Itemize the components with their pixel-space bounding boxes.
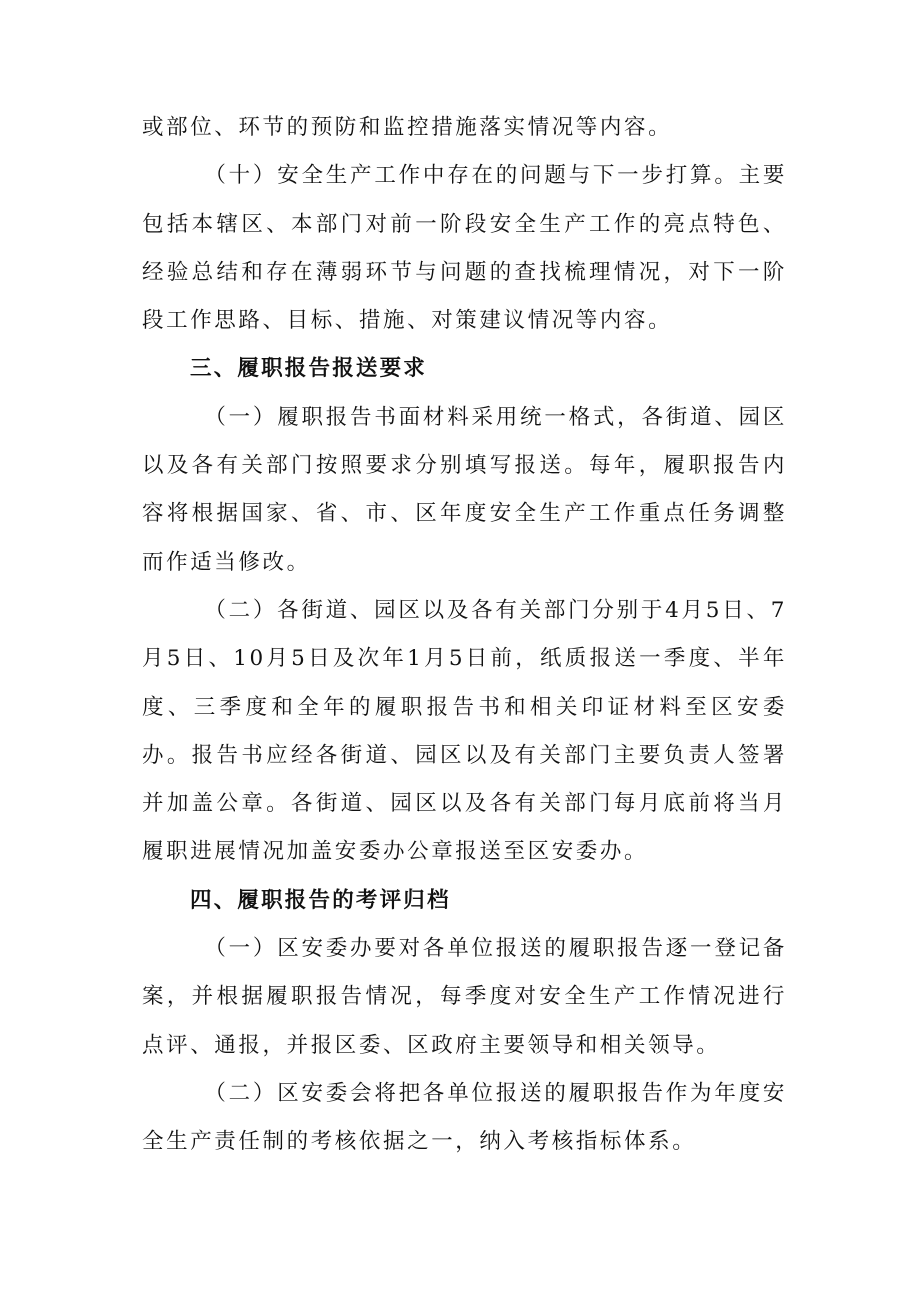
body-paragraph-continuation: 或部位、环节的预防和监控措施落实情况等内容。 <box>142 115 673 140</box>
body-paragraph-item-10: （十）安全生产工作中存在的问题与下一步打算。主要包括本辖区、本部门对前一阶段安全生产工作的亮点特色、经验总结和存在薄弱环节与问题的查找梳理情况，对下一阶段工作思路、目标、措施、对策建议情况等内容。 <box>142 163 787 334</box>
document-page <box>142 104 787 1167</box>
body-paragraph-3-2: （二）各街道、园区以及各有关部门分别于4月5日、7月5日、10月5日及次年1月5日前，纸质报送一季度、半年度、三季度和全年的履职报告书和相关印证材料至区安委办。报告书应经各街道、园区以及有关部门主要负责人签署并加盖公章。各街道、园区以及各有关部门每月底前将当月履职进展情况加盖安委办公章报送至区安委办。 <box>142 597 787 865</box>
body-paragraph-4-1: （一）区安委办要对各单位报送的履职报告逐一登记备案，并根据履职报告情况，每季度对安全生产工作情况进行点评、通报，并报区委、区政府主要领导和相关领导。 <box>142 936 787 1058</box>
section-heading-4: 四、履职报告的考评归档 <box>190 887 451 913</box>
section-heading-3: 三、履职报告报送要求 <box>190 356 428 382</box>
body-paragraph-3-1: （一）履职报告书面材料采用统一格式，各街道、园区以及各有关部门按照要求分别填写报送。每年，履职报告内容将根据国家、省、市、区年度安全生产工作重点任务调整而作适当修改。 <box>142 404 787 575</box>
body-paragraph-4-2: （二）区安委会将把各单位报送的履职报告作为年度安全生产责任制的考核依据之一，纳入考核指标体系。 <box>142 1080 787 1155</box>
